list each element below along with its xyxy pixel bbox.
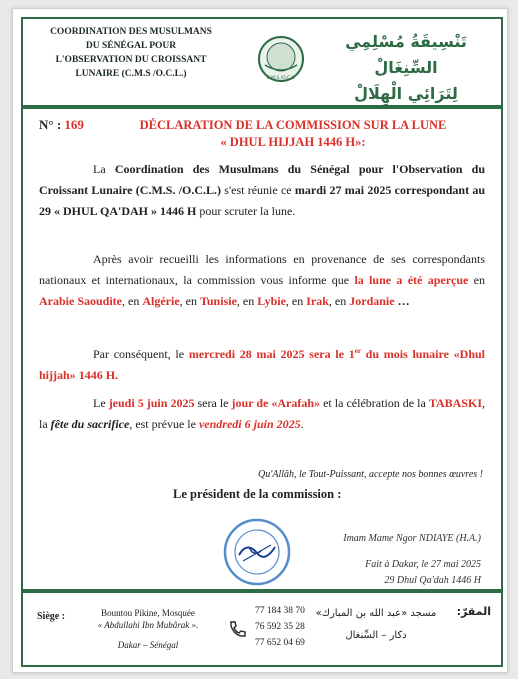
month-name: du mois lunaire «Dhul hijjah» <box>39 347 485 382</box>
arafah-date: jeudi 5 juin 2025 <box>108 396 195 410</box>
phone-3: 77 652 04 69 <box>255 638 305 648</box>
org-name-fr-line3: L'OBSERVATION DU CROISSANT <box>55 55 207 65</box>
logo-text: C.M.S./O.C.L. <box>266 76 296 81</box>
phone-numbers <box>255 603 305 651</box>
p4-text: , est prévue le <box>129 417 199 431</box>
phone-1: 77 184 38 70 <box>255 606 305 616</box>
country-jordan: Jordanie <box>349 294 395 308</box>
org-name-ar-line2: لِتَرَائِي الْهِلَالْ <box>354 84 458 103</box>
number-value: 169 <box>64 117 84 132</box>
footer-contact <box>21 591 503 667</box>
p1-text: Observation du <box>399 162 485 176</box>
p1-org-acronym: (C.M.S. /O.C.L.) <box>135 183 222 197</box>
document-page <box>12 8 508 673</box>
p1-text: Musulmans du <box>218 162 311 176</box>
p1-text: pour scruter la lune. <box>196 204 296 218</box>
address-ar-line2: دكار – السِّنغال <box>345 630 407 641</box>
first-day-date: mercredi 28 mai 2025 sera le 1 <box>188 347 355 361</box>
siege-label: Siège : <box>37 611 66 622</box>
letterhead <box>21 17 503 107</box>
org-name-ar <box>321 29 491 107</box>
tabaski-date: vendredi 6 juin 2025 <box>198 417 301 431</box>
p3-text: Par conséquent, le <box>93 347 189 361</box>
org-logo <box>257 35 305 83</box>
p1-text: La <box>93 162 115 176</box>
closing-prayer: Qu'Allâh, le Tout-Puissant, accepte nos bonnes œuvres ! <box>258 469 483 480</box>
p2-text: Après avoir recueilli les informations en provenance de ses correspondants nationaux et internationaux, la commission vous informe que <box>39 252 485 287</box>
address-line1: Bountou Pikine, Mosquée <box>101 608 195 618</box>
arafah-day: jour de «Arafah» <box>231 396 321 410</box>
president-heading: Le président de la commission : <box>173 487 342 501</box>
p1-text: Coordination des <box>114 162 219 176</box>
signed-hijri-date: 29 Dhul Qa'dah 1446 H <box>384 575 481 586</box>
address-ar-line1: مسجد «عبد الله بن المبارك» <box>315 608 437 619</box>
tabaski-label: TABASKI <box>428 396 482 410</box>
country-libya: Lybie <box>257 294 286 308</box>
ordinal-sup: er <box>354 347 361 355</box>
p2-text: en <box>468 273 485 287</box>
p4-text: . <box>300 417 304 431</box>
p1-text: s'est réunie ce <box>221 183 295 197</box>
country-saudi: Arabie Saoudite <box>39 294 123 308</box>
p4-text: et la célébration de la <box>320 396 429 410</box>
title-line1: DÉCLARATION DE LA COMMISSION SUR LA LUNE <box>139 118 447 132</box>
paragraph-sightings <box>39 249 485 312</box>
p1-text: Croissant <box>39 183 92 197</box>
p4-text: , la <box>39 396 485 431</box>
p1-text: Sénégal pour l' <box>310 162 400 176</box>
title-line2: « DHUL HIJJAH 1446 H»: <box>220 135 366 149</box>
phone-2: 76 592 35 28 <box>255 622 305 632</box>
address-line3: Dakar – Sénégal <box>117 640 179 650</box>
p2-text: , en <box>179 294 200 308</box>
org-name-fr-line4: LUNAIRE (C.M.S /O.C.L.) <box>75 69 187 79</box>
signatory-name: Imam Mame Ngor NDIAYE (H.A.) <box>343 533 481 544</box>
feast-label: fête du sacrifice <box>50 417 130 431</box>
signed-date: Fait à Dakar, le 27 mai 2025 <box>365 559 481 570</box>
country-algeria: Algérie <box>142 294 180 308</box>
p1-meeting-date: mardi 27 mai 2025 correspondant au 29 « DHUL QA'DAH » 1446 H <box>39 183 486 218</box>
hijri-year: 1446 H. <box>75 368 119 382</box>
org-name-fr-line2: DU SÉNÉGAL POUR <box>85 41 177 51</box>
paragraph-meeting <box>39 159 485 222</box>
moon-sighted: la lune a été aperçue <box>354 273 469 287</box>
declaration-number <box>39 117 84 133</box>
official-stamp <box>209 517 305 587</box>
address-line2: « Abdullahi Ibn Mubârak ». <box>97 620 199 630</box>
p4-text: Le <box>93 396 109 410</box>
p2-text: , en <box>328 294 350 308</box>
org-name-ar-line1: تَنْسِيقَةُ مُسْلِمِي السِّنِغَالْ <box>345 32 467 77</box>
number-label: N° : <box>39 117 62 132</box>
country-iraq: Irak <box>306 294 329 308</box>
address-ar <box>301 603 451 647</box>
address-fr <box>83 607 213 651</box>
phone-icon <box>226 619 248 641</box>
org-name-fr-line1: COORDINATION DES MUSULMANS <box>50 27 212 37</box>
p2-text: , en <box>236 294 258 308</box>
paragraph-conclusion <box>39 341 485 386</box>
paragraph-tabaski <box>39 393 485 435</box>
p2-text: , en <box>122 294 143 308</box>
p4-text: sera le <box>194 396 232 410</box>
p2-text: … <box>394 294 410 308</box>
declaration-body <box>21 107 503 591</box>
siege-label-ar: المقرّ: <box>456 605 491 618</box>
org-name-fr <box>31 25 231 81</box>
country-tunisia: Tunisie <box>199 294 237 308</box>
declaration-title <box>113 117 473 151</box>
p2-text: , en <box>285 294 307 308</box>
p1-text: Lunaire <box>91 183 136 197</box>
